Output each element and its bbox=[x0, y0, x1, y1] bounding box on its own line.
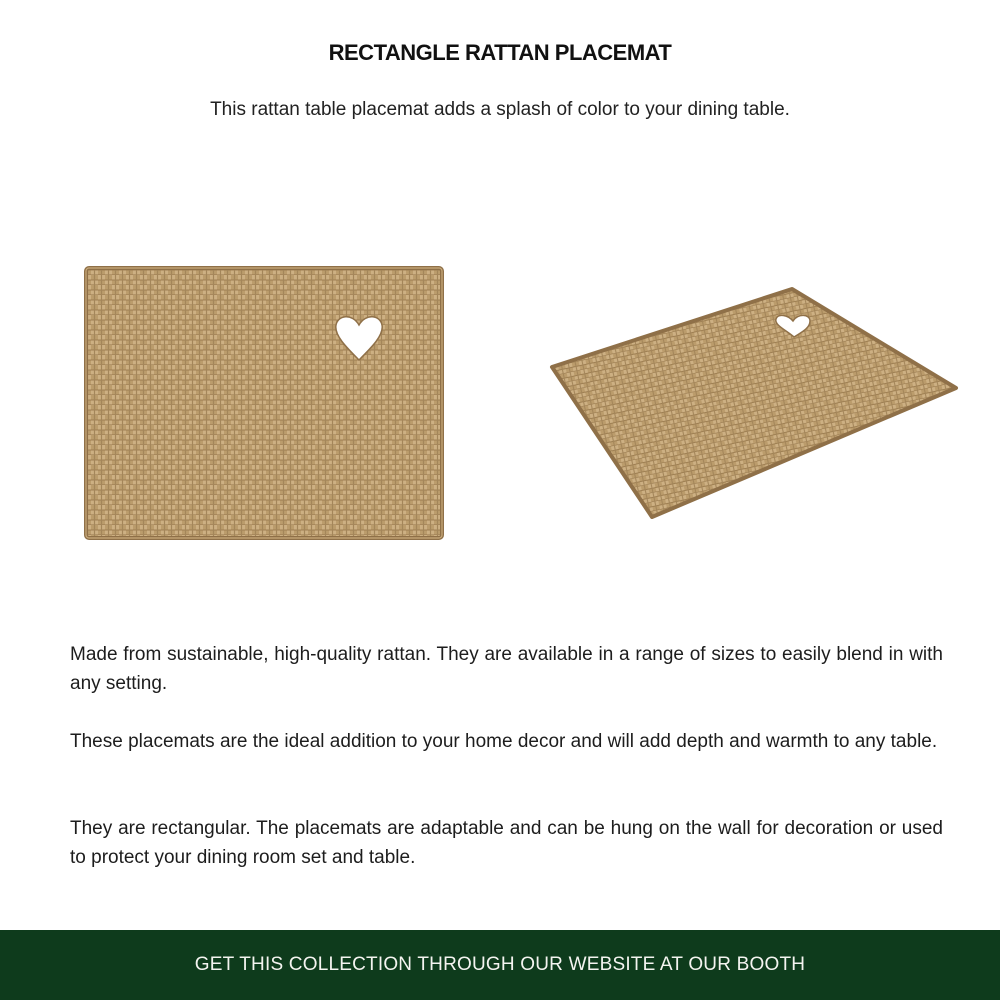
page-title: RECTANGLE RATTAN PLACEMAT bbox=[328, 40, 672, 65]
description-paragraph-1: Made from sustainable, high-quality rattan. They are available in a range of sizes to easily blend in with any setting. bbox=[70, 644, 943, 694]
page-subtitle: This rattan table placemat adds a splash of color to your dining table. bbox=[210, 99, 790, 120]
description-paragraph-3: They are rectangular. The placemats are adaptable and can be hung on the wall for decoration or used to protect your dining room set and table. bbox=[70, 818, 943, 868]
footer-text: GET THIS COLLECTION THROUGH OUR WEBSITE AT OUR BOOTH bbox=[194, 954, 806, 975]
placemat-front-image bbox=[84, 265, 444, 540]
placemat-angled-image bbox=[548, 285, 960, 520]
footer-banner bbox=[0, 930, 1000, 1000]
description-paragraph-2: These placemats are the ideal addition to your home decor and will add depth and warmth to any table. bbox=[70, 731, 938, 752]
